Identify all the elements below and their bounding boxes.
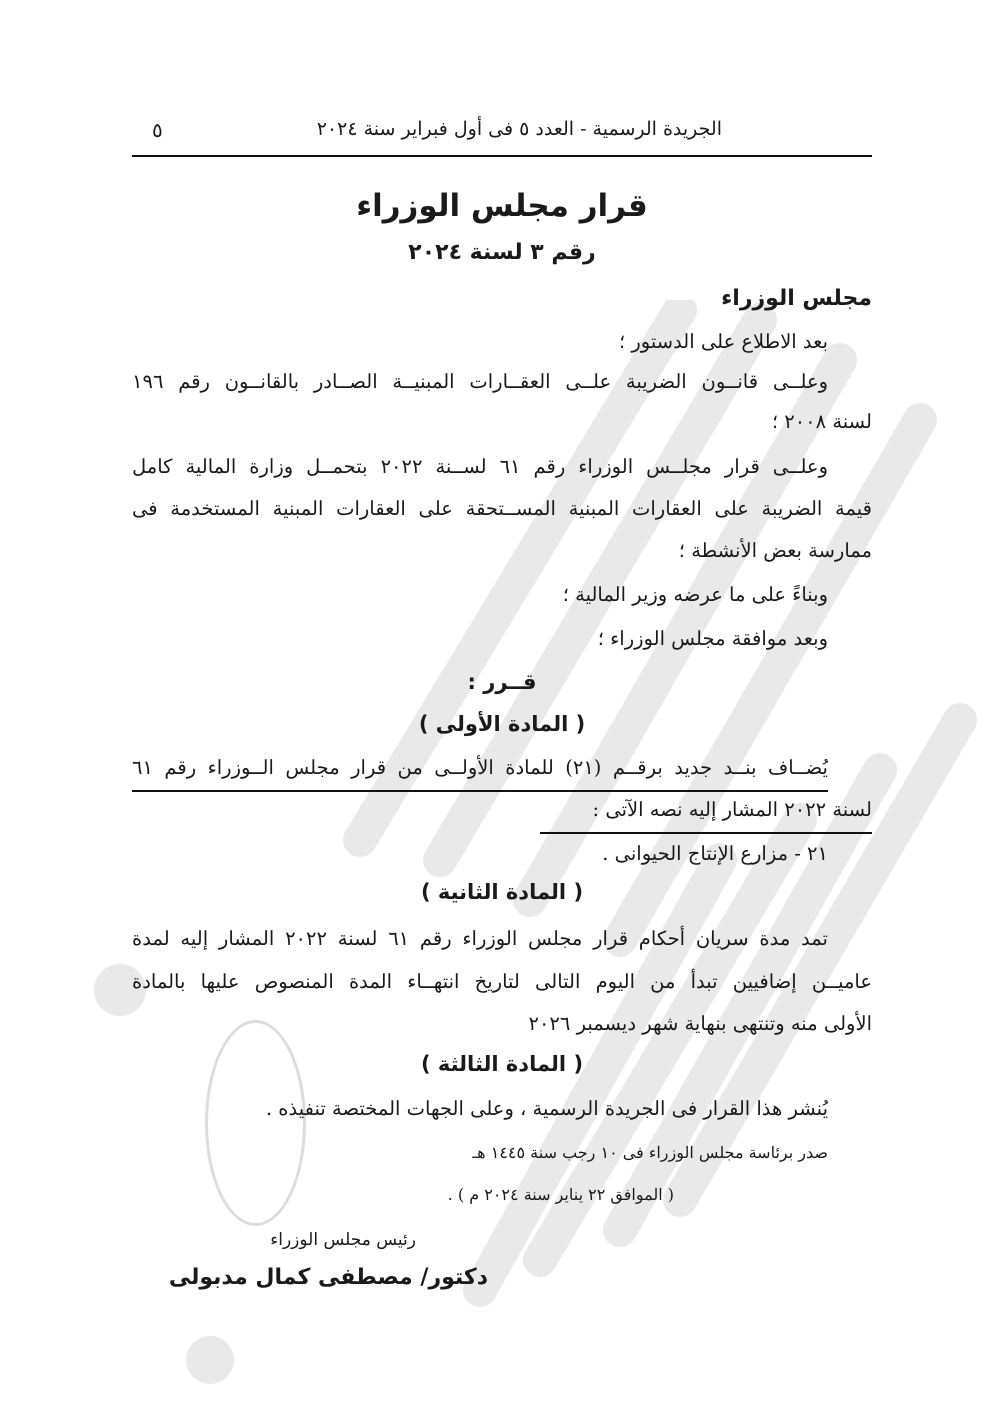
article-1-line: يُضــاف بنــد جديد برقــم (٢١) للمادة الأولــى من قرار مجلس الــوزراء رقم ٦١ xyxy=(132,756,828,779)
preamble-line: وبعد موافقة مجلس الوزراء ؛ xyxy=(597,627,828,650)
underline-rule xyxy=(540,832,872,834)
preamble-line: وعلــى قرار مجلــس الوزراء رقم ٦١ لســنة ٢٠٢٢ بتحمــل وزارة المالية كامل xyxy=(132,455,828,478)
issuer-heading: مجلس الوزراء xyxy=(721,286,872,311)
preamble-line: ممارسة بعض الأنشطة ؛ xyxy=(678,539,872,562)
decree-number: رقم ٣ لسنة ٢٠٢٤ xyxy=(408,240,596,265)
page-number: ٥ xyxy=(152,118,163,142)
preamble-line: لسنة ٢٠٠٨ ؛ xyxy=(771,410,872,433)
signature-name: دكتور/ مصطفى كمال مدبولى xyxy=(168,1265,488,1290)
article-2-line: تمد مدة سريان أحكام قرار مجلس الوزراء رقم ٦١ لسنة ٢٠٢٢ المشار إليه لمدة xyxy=(132,927,828,950)
signature-title: رئيس مجلس الوزراء xyxy=(270,1230,416,1250)
issuance-line: ( الموافق ٢٢ يناير سنة ٢٠٢٤ م ) . xyxy=(447,1185,674,1204)
article-2-line: عاميــن إضافيين تبدأ من اليوم التالى لتاريخ انتهــاء المدة المنصوص عليها بالمادة xyxy=(132,970,872,993)
decision-label: قــرر : xyxy=(467,670,537,694)
article-1-heading: ( المادة الأولى ) xyxy=(418,712,586,736)
issuance-line: صدر برئاسة مجلس الوزراء فى ١٠ رجب سنة ١٤٤٥ هـ xyxy=(472,1143,828,1162)
article-3-line: يُنشر هذا القرار فى الجريدة الرسمية ، وعلى الجهات المختصة تنفيذه . xyxy=(265,1097,828,1120)
preamble-line: وعلــى قانــون الضريبة علــى العقــارات المبنيــة الصــادر بالقانــون رقم ١٩٦ xyxy=(132,370,828,393)
decree-title: قرار مجلس الوزراء xyxy=(356,188,648,224)
underline-rule xyxy=(132,790,828,792)
preamble-line: وبناءً على ما عرضه وزير المالية ؛ xyxy=(562,583,828,606)
article-3-heading: ( المادة الثالثة ) xyxy=(420,1052,584,1076)
article-2-line: الأولى منه وتنتهى بنهاية شهر ديسمبر ٢٠٢٦ xyxy=(528,1012,872,1035)
article-1-line: لسنة ٢٠٢٢ المشار إليه نصه الآتى : xyxy=(592,798,872,821)
header-rule xyxy=(132,155,872,157)
preamble-line: بعد الاطلاع على الدستور ؛ xyxy=(618,330,828,353)
watermark-seal xyxy=(205,1020,306,1226)
running-title: الجريدة الرسمية - العدد ٥ فى أول فبراير سنة ٢٠٢٤ xyxy=(316,118,722,140)
running-head xyxy=(132,118,872,148)
article-1-item: ٢١ - مزارع الإنتاج الحيوانى . xyxy=(602,842,828,865)
preamble-line: قيمة الضريبة على العقارات المبنية المســتحقة على العقارات المبنية المستخدمة فى xyxy=(132,497,872,520)
article-2-heading: ( المادة الثانية ) xyxy=(420,880,584,904)
